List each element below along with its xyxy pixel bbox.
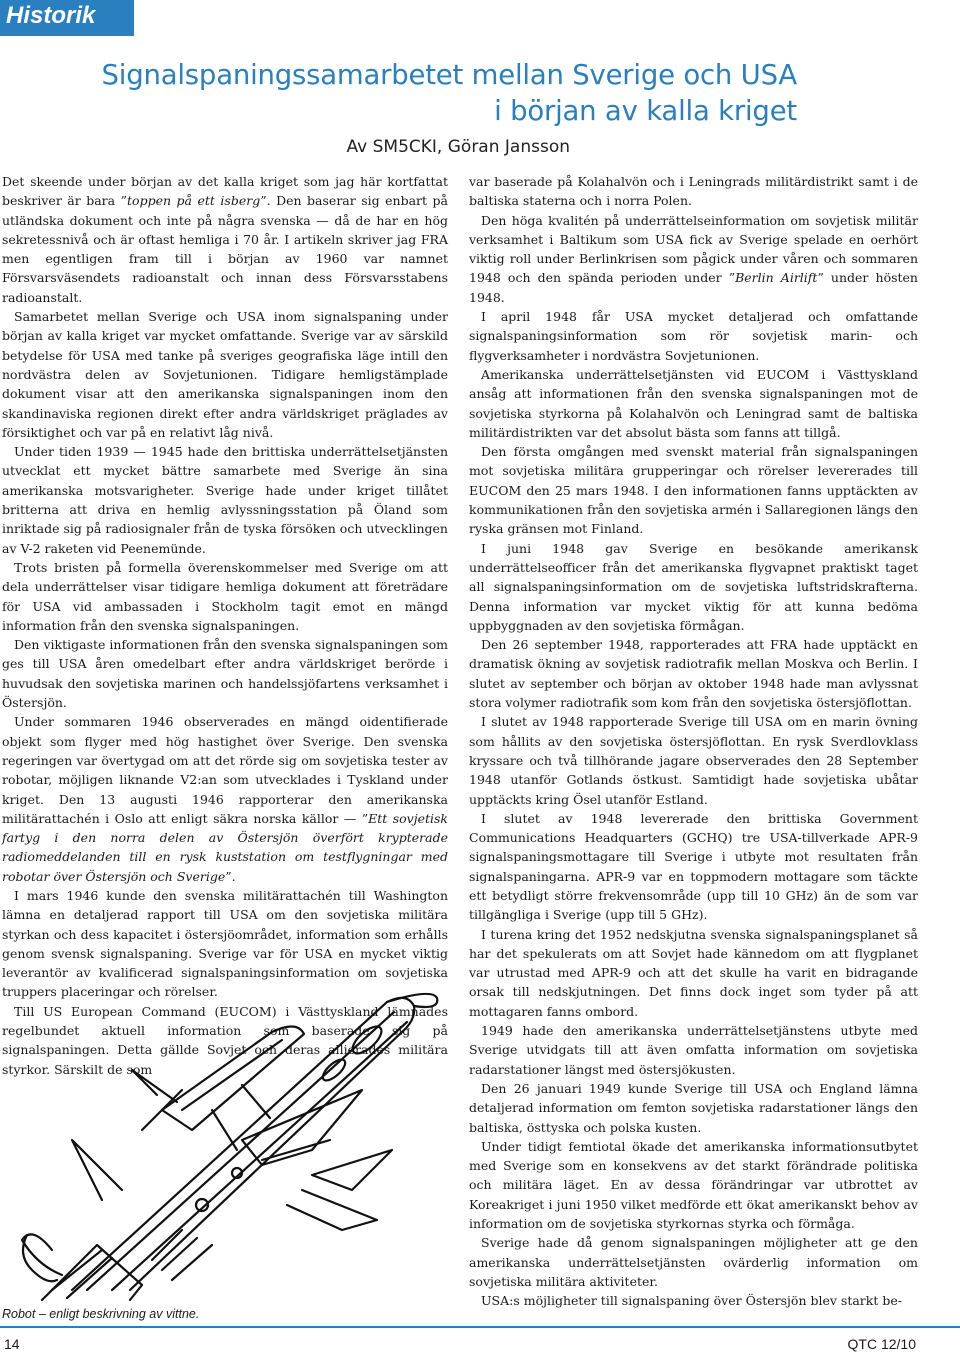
paragraph: I turena kring det 1952 nedskjutna svenska signalspaningsplanet så har det spekulerats om att Sovjet hade kännedom om att flygplanet var utrustad med APR-9 och att det skulle ha varit en bidragande orsak till nedskjutningen. Det finns dock inget som tyder på att mottagaren fanns ombord. — [469, 926, 918, 1019]
paragraph: Den 26 september 1948, rapporterades att FRA hade upptäckt en dramatisk ökning av sovjetisk radiotrafik mellan Moskva och Berlin. I slutet av september och början av oktober 1948 hade man avlyssnat stora volymer radiotrafik som kom från den sovjetiska östersjöflottan. — [469, 637, 918, 711]
paragraph: Amerikanska underrättelsetjänsten vid EUCOM i Västtyskland ansåg att informationen från den svenska signalspaningen mot de sovjetiska styrkorna på Kolahalvön och Leningrad samt de baltiska militärdistrikten var det absolut bästa som fanns att tillgå. — [469, 366, 918, 440]
paragraph: Det skeende under början av det kalla kriget som jag här kortfattat beskriver är bara ”toppen på ett isberg”. Den baserar sig enbart på utländska dokument och inte på några svenska — då de har en hög sekretessnivå och är oftast hemliga i 70 år. I artikeln skriver jag FRA men egentligen fram till i början av 1960 var namnet Försvarsväsendets radioanstalt och innan dess Försvarsstabens radioanstalt. — [2, 174, 449, 305]
paragraph: I juni 1948 gav Sverige en besökande amerikansk underrättelseofficer från det amerikanska flygvapnet praktiskt taget all signalspaningsinformation om de sovjetiska luftstridskrafterna. Denna information var mycket viktig för att kunna bedöma uppbyggnaden av den sovjetiska förmågan. — [469, 540, 918, 633]
paragraph: Den första omgången med svenskt material från signalspaningen mot sovjetiska militära grupperingar och rörelser levererades till EUCOM den 25 mars 1948. I den informationen fanns upptäckten av kommunikationen från den sovjetiska armén i Sallaregionen längs den ryska gränsen mot Finland. — [469, 444, 918, 537]
paragraph: 1949 hade den amerikanska underrättelsetjänstens utbyte med Sverige utvidgats till att även omfatta information om sovjetiska radarstationer längst med östersjökusten. — [469, 1023, 918, 1077]
page-number: 14 — [4, 1336, 20, 1352]
paragraph: Den höga kvalitén på underrättelseinformation om sovjetisk militär verksamhet i Baltikum som USA fick av Sverige spelade en oerhört viktig roll under Berlinkrisen som pågick under våren och sommaren 1948 och den spända perioden under ”Berlin Airlift” under hösten 1948. — [469, 212, 918, 305]
article-title-line1: Signalspaningssamarbetet mellan Sverige och USA — [101, 59, 797, 91]
paragraph: var baserade på Kolahalvön och i Leningrads militärdistrikt samt i de baltiska staterna och i norra Polen. — [469, 174, 918, 209]
issue-label: QTC 12/10 — [847, 1336, 916, 1352]
section-header-bar — [0, 0, 134, 36]
paragraph: Under sommaren 1946 observerades en mängd oidentifierade objekt som flyger med hög hastighet över Sverige. Den svenska regeringen var övertygad om att det rörde sig om sovjetiska tester av robotar, möjligen liknande V2:an som utvecklades i Tyskland under kriget. Den 13 augusti 1946 rapporterar den amerikanska militärattachén i Oslo att enligt säkra norska källor — ”Ett sovjetisk fartyg i den norra delen av Östersjön överfört krypterade radiomeddelanden till en rysk kuststation om testflygningar med robotar över Östersjön och Sverige”. — [2, 714, 449, 884]
rocket-illustration — [12, 990, 450, 1302]
paragraph: Under tidigt femtiotal ökade det amerikanska informationsutbytet med Sverige som en konsekvens av det starkt förändrade politiska och militära läget. En av dessa förändringar var utbrottet av Koreakriget i juni 1950 vilket medförde ett ökat amerikanskt behov av information om de sovjetiska styrkornas styrka och förmåga. — [469, 1138, 918, 1232]
paragraph: USA:s möjligheter till signalspaning över Östersjön blev starkt be- — [481, 1293, 902, 1309]
article-column-right — [469, 172, 918, 1311]
paragraph: Den 26 januari 1949 kunde Sverige till USA och England lämna detaljerad information om femton sovjetiska radarstationer längs den baltiska, östtyska och polska kusten. — [469, 1080, 918, 1135]
paragraph: Sverige hade då genom signalspaningen möjligheter att ge den amerikanska underrättelsetjänsten ovärderlig information om sovjetiska militära aktiviteter. — [469, 1235, 918, 1289]
paragraph: Den viktigaste informationen från den svenska signalspaningen som ges till USA åren omedelbart efter andra världskriget berörde i huvudsak den sovjetiska marinen och handelssjöfartens verksamhet i Östersjön. — [2, 637, 448, 711]
paragraph: I slutet av 1948 rapporterade Sverige till USA om en marin övning som hållits av den sovjetiska östersjöflottan. En rysk Sverdlovklass kryssare och två tillhörande jagare observerades den 28 September 1948 utanför Gotlands östkust. Samtidigt hade sovjetiska ubåtar upptäckts kring Ösel utanför Estland. — [469, 714, 918, 807]
paragraph: Samarbetet mellan Sverige och USA inom signalspaning under början av kalla kriget var mycket omfattande. Sverige var av särskild betydelse för USA med tanke på sveriges geografiska läge intill den nordvästra delen av Sovjetunionen. Tidigare hemligstämplade dokument visar att den amerikanska signalspaningen inom den skandinaviska regionen direkt efter andra världskriget präglades av försiktighet och var på en relativt låg nivå. — [2, 309, 448, 440]
paragraph: I mars 1946 kunde den svenska militärattachén till Washington lämna en detaljerad rapport till USA om den sovjetiska militära styrkan och dess kapacitet i östersjöområdet, information som erhålls genom svensk signalspaning. Sverige var för USA en mycket viktig leverantör av kvalificerad signalspaningsinformation om sovjetiska truppers placeringar och rörelser. — [2, 887, 448, 1000]
paragraph: Till US European Command (EUCOM) i Västtyskland lämnades regelbundet aktuell information som baserade sig på signalspaningen. Detta gällde Sovjet och deras allierades militära styrkor. Särskilt de som — [2, 1003, 448, 1077]
article-byline: Av SM5CKI, Göran Jansson — [346, 137, 570, 157]
rocket-drawing-icon — [12, 990, 450, 1302]
section-label: Historik — [6, 2, 96, 29]
figure-caption: Robot – enligt beskrivning av vittne. — [2, 1307, 200, 1321]
paragraph: I slutet av 1948 levererade den brittiska Government Communications Headquarters (GCHQ) tre USA-tillverkade APR-9 signalspaningsmottagare till Sverige i utbyte mot resultaten från signalspaningarna. APR-9 var en toppmodern mottagare som täckte ett betydligt större frekvensområde (upp till 10 GHz) än de som var tillgängliga i Sverige (upp till 5 GHz). — [469, 810, 918, 923]
paragraph: Trots bristen på formella överenskommelser med Sverige om att dela underrättelser visar tidigare hemliga dokument att företrädare för USA vid ambassaden i Stockholm tagit emot en mängd information från den svenska signalspaningen. — [2, 559, 448, 633]
paragraph: Under tiden 1939 — 1945 hade den brittiska underrättelsetjänsten utvecklat ett mycket bättre samarbete med Sverige än sina amerikanska motsvarigheter. Sverige hade under kriget tillåtet britterna att driva en hemlig avlyssningsstation på Öland som inriktade sig på radiosignaler från de tyska försöken och utvecklingen av V-2 raketen vid Peenemünde. — [2, 444, 448, 556]
footer-rule — [0, 1326, 960, 1328]
paragraph: I april 1948 får USA mycket detaljerad och omfattande signalspaningsinformation som rör sovjetisk marin- och flygverksamheter i nordvästra Sovjetunionen. — [469, 309, 918, 363]
article-title-line2: i början av kalla kriget — [494, 95, 797, 127]
article-column-left — [2, 172, 448, 1079]
